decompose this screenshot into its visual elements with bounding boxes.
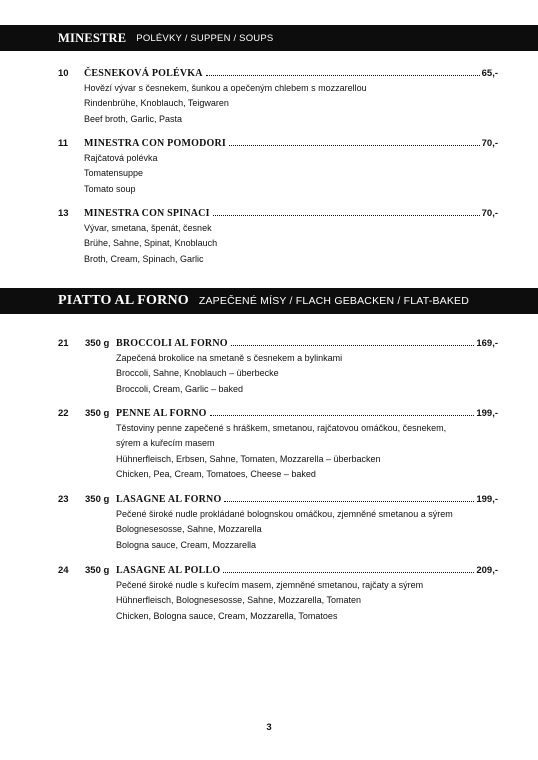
item-weight: 350 g [85,408,110,419]
section-title: PIATTO AL FORNO [58,293,189,308]
menu-item [0,137,538,197]
item-description [84,151,538,197]
item-number: 23 [58,494,69,505]
item-price: 199,- [476,408,498,419]
item-number: 10 [58,68,69,79]
section-subtitle: POLÉVKY / SUPPEN / SOUPS [136,32,274,44]
desc-line: Chicken, Bologna sauce, Cream, Mozzarella, Tomatoes [116,610,338,621]
item-number: 13 [58,208,69,219]
item-weight: 350 g [85,494,110,505]
desc-line: Hovězí vývar s česnekem, šunkou a opečeným chlebem s mozzarellou [84,83,367,93]
item-description [84,221,538,267]
item-name: MINESTRA CON SPINACI [84,208,210,219]
desc-line: Pečené široké nudle prokládané bolognskou omáčkou, zjemněné smetanou a sýrem [116,509,453,519]
desc-line: Tomato soup [84,183,136,194]
page-number: 3 [266,722,272,733]
dot-leader [231,345,475,346]
item-price: 169,- [476,338,498,349]
desc-line: Broccoli, Sahne, Knoblauch – überbecke [116,368,279,379]
menu-item [0,407,538,482]
desc-line: Broth, Cream, Spinach, Garlic [84,253,204,264]
item-weight: 350 g [85,338,110,349]
menu-item [0,207,538,267]
dot-leader [210,415,475,416]
item-description [116,421,538,482]
item-weight: 350 g [85,565,110,576]
dot-leader [229,145,480,146]
desc-line: Rajčatová polévka [84,153,158,163]
dot-leader [224,501,474,502]
dot-leader [206,75,480,76]
item-name: LASAGNE AL FORNO [116,494,222,505]
item-price: 209,- [476,565,498,576]
desc-line: Beef broth, Garlic, Pasta [84,113,183,124]
item-name: PENNE AL FORNO [116,408,207,419]
item-price: 70,- [481,208,498,219]
item-number: 21 [58,338,69,349]
item-description [84,81,538,127]
desc-line: Broccoli, Cream, Garlic – baked [116,383,244,394]
desc-line: Hühnerfleisch, Bolognesesosse, Sahne, Mozzarella, Tomaten [116,595,361,606]
section-subtitle: ZAPEČENÉ MÍSY / FLACH GEBACKEN / FLAT-BAKED [198,295,470,307]
desc-line: Hühnerfleisch, Erbsen, Sahne, Tomaten, Mozzarella – überbacken [116,453,381,464]
dot-leader [213,215,480,216]
item-number: 11 [58,138,69,149]
item-name: LASAGNE AL POLLO [116,565,221,576]
menu-item [0,67,538,127]
desc-line: Rindenbrühe, Knoblauch, Teigwaren [84,98,229,109]
desc-line: Zapečená brokolice na smetaně s česnekem a bylinkami [116,353,343,363]
item-number: 24 [58,565,69,576]
desc-line: Tomatensuppe [84,168,144,179]
desc-line: Pečené široké nudle s kuřecím masem, zjemněné smetanou, rajčaty a sýrem [116,580,424,590]
dot-leader [223,572,474,573]
menu-item [0,493,538,553]
menu-item [0,564,538,624]
item-name: BROCCOLI AL FORNO [116,338,228,349]
desc-line: Brühe, Sahne, Spinat, Knoblauch [84,238,218,249]
item-number: 22 [58,408,69,419]
desc-line: Bologna sauce, Cream, Mozzarella [116,539,257,550]
desc-line: Chicken, Pea, Cream, Tomatoes, Cheese – baked [116,468,316,479]
desc-line: sýrem a kuřecím masem [116,438,215,449]
item-description [116,578,538,624]
section-header-piatto-al-forno [0,288,538,314]
item-price: 70,- [481,138,498,149]
desc-line: Těstoviny penne zapečené s hráškem, smetanou, rajčatovou omáčkou, česnekem, [116,423,447,433]
section-header-minestre [0,25,538,51]
item-name: MINESTRA CON POMODORI [84,138,226,149]
item-description [116,507,538,553]
item-price: 199,- [476,494,498,505]
section-title: MINESTRE [58,30,127,45]
item-price: 65,- [481,68,498,79]
item-name: ČESNEKOVÁ POLÉVKA [84,68,203,79]
desc-line: Vývar, smetana, špenát, česnek [84,223,212,233]
desc-line: Bolognesesosse, Sahne, Mozzarella [116,524,262,535]
menu-item [0,337,538,397]
item-description [116,351,538,397]
